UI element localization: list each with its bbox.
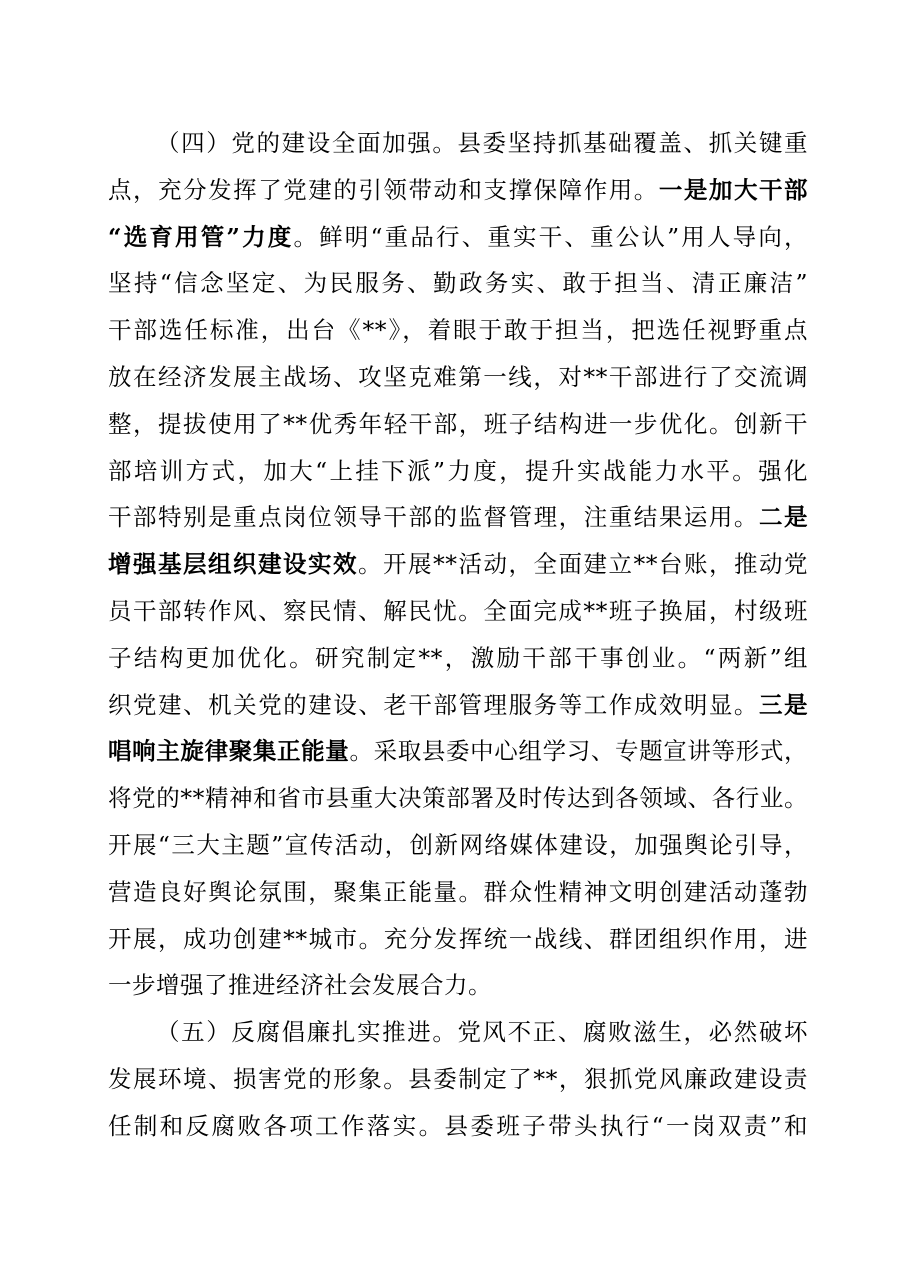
document-body [108, 120, 808, 1150]
text-line [108, 120, 808, 167]
text-line [108, 775, 808, 822]
text-line [108, 1103, 808, 1150]
text-line [108, 448, 808, 495]
text-line [108, 962, 808, 1009]
body-text: 任制和反腐败各项工作落实。县委班子带头执行“一岗双责”和 [108, 1111, 808, 1140]
body-text: 部培训方式，加大“上挂下派”力度，提升实战能力水平。强化 [108, 456, 808, 485]
body-text: 子结构更加优化。研究制定**，激励干部干事创业。“两新”组 [108, 643, 808, 672]
text-line [108, 167, 808, 214]
text-line [108, 682, 808, 729]
body-text: 。采取县委中心组学习、专题宣讲等形式， [349, 737, 809, 766]
body-text: 。鲜明“重品行、重实干、重公认”用人导向， [293, 222, 808, 251]
body-text: 干部特别是重点岗位领导干部的监督管理，注重结果运用。 [108, 503, 759, 532]
text-line [108, 916, 808, 963]
text-line [108, 401, 808, 448]
bold-heading-text: 三是 [758, 690, 809, 719]
bold-heading-text: 一是加大干部 [658, 175, 809, 204]
text-line [108, 728, 808, 775]
body-text: 干部选任标准，出台《**》，着眼于敢于担当，把选任视野重点 [108, 316, 808, 345]
text-line [108, 1009, 808, 1056]
body-text: 整，提拔使用了**优秀年轻干部，班子结构进一步优化。创新干 [108, 409, 808, 438]
text-line [108, 307, 808, 354]
bold-heading-text: “选育用管”力度 [108, 222, 294, 251]
body-text: 员干部转作风、察民情、解民忧。全面完成**班子换届，村级班 [108, 596, 808, 625]
text-line [108, 354, 808, 401]
bold-heading-text: 增强基层组织建设实效 [108, 550, 358, 579]
text-line [108, 1056, 808, 1103]
body-text: 坚持“信念坚定、为民服务、勤政务实、敢于担当、清正廉洁” [108, 269, 808, 298]
text-line [108, 588, 808, 635]
body-text: 点，充分发挥了党建的引领带动和支撑保障作用。 [108, 175, 659, 204]
body-text: 发展环境、损害党的形象。县委制定了**，狠抓党风廉政建设责 [108, 1064, 808, 1093]
body-text: 开展“三大主题”宣传活动，创新网络媒体建设，加强舆论引导， [108, 830, 808, 859]
body-text: 将党的**精神和省市县重大决策部署及时传达到各领域、各行业。 [108, 784, 808, 813]
body-text: 开展，成功创建**城市。充分发挥统一战线、群团组织作用，进 [108, 924, 808, 953]
bold-heading-text: 唱响主旋律聚集正能量 [108, 737, 350, 766]
text-line [108, 869, 808, 916]
text-line [108, 635, 808, 682]
text-line [108, 822, 808, 869]
body-text: 一步增强了推进经济社会发展合力。 [108, 971, 492, 1000]
text-line [108, 541, 808, 588]
text-line [108, 214, 808, 261]
bold-heading-text: 二是 [758, 503, 809, 532]
body-text: （五）反腐倡廉扎实推进。党风不正、腐败滋生，必然破坏 [156, 1018, 808, 1047]
body-text: 营造良好舆论氛围，聚集正能量。群众性精神文明创建活动蓬勃 [108, 877, 808, 906]
body-text: 放在经济发展主战场、攻坚克难第一线，对**干部进行了交流调 [108, 362, 808, 391]
body-text: 。开展**活动，全面建立**台账，推动党 [358, 550, 808, 579]
text-line [108, 260, 808, 307]
body-text: （四）党的建设全面加强。县委坚持抓基础覆盖、抓关键重 [156, 129, 808, 157]
body-text: 织党建、机关党的建设、老干部管理服务等工作成效明显。 [108, 690, 759, 719]
text-line [108, 494, 808, 541]
